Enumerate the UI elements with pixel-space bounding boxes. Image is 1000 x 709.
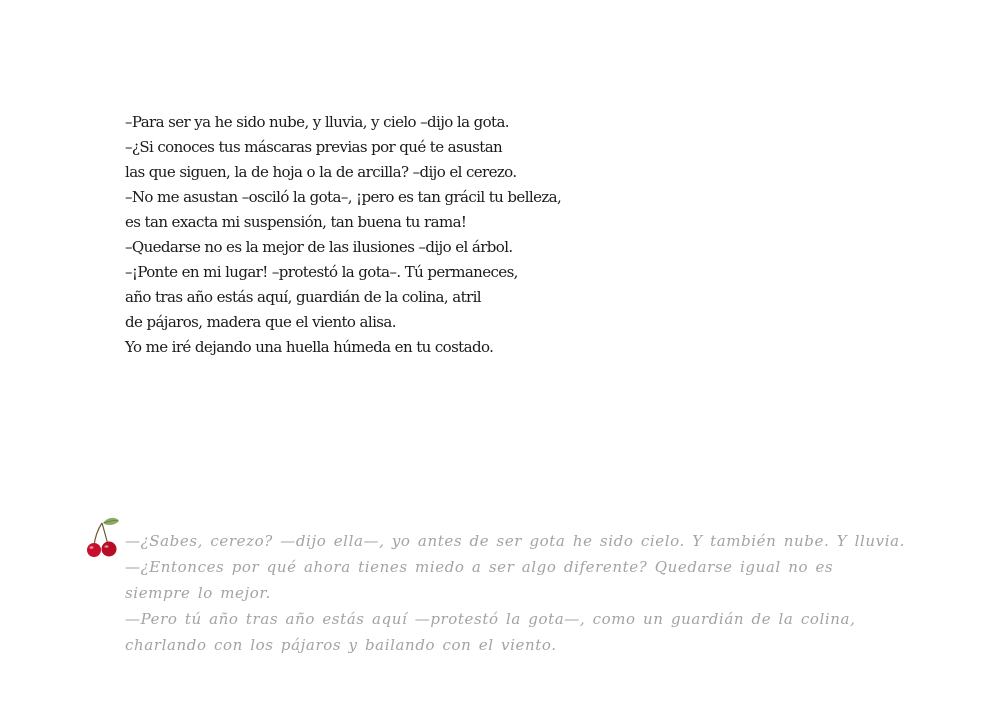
poem-line: las que siguen, la de hoja o la de arcilla? –dijo el cerezo. <box>125 163 517 181</box>
poem-line: –¡Ponte en mi lugar! –protestó la gota–. Tú permaneces, <box>125 263 518 281</box>
cherry-fruit <box>102 542 117 557</box>
cursive-line: —¿Sabes, cerezo? —dijo ella—, yo antes de ser gota he sido cielo. Y también nube. Y lluvia. <box>125 532 906 550</box>
cursive-line: —¿Entonces por qué ahora tienes miedo a ser algo diferente? Quedarse igual no es <box>125 558 834 576</box>
poem-line: –No me asustan –osciló la gota–, ¡pero es tan grácil tu belleza, <box>125 188 562 206</box>
poem-line: año tras año estás aquí, guardián de la colina, atril <box>125 288 481 306</box>
poem-line: de pájaros, madera que el viento alisa. <box>125 313 396 331</box>
cursive-line: siempre lo mejor. <box>125 584 271 602</box>
poem-text <box>125 110 685 360</box>
cherry-highlight <box>105 545 109 548</box>
poem-line: –Para ser ya he sido nube, y lluvia, y cielo –dijo la gota. <box>125 113 509 131</box>
poem-line: –¿Si conoces tus máscaras previas por qué te asustan <box>125 138 503 156</box>
poem-line: es tan exacta mi suspensión, tan buena tu rama! <box>125 213 467 231</box>
cherry-highlight <box>90 546 94 549</box>
cursive-line: —Pero tú año tras año estás aquí —protestó la gota—, como un guardián de la colina, <box>125 610 856 628</box>
cherry-fruit <box>87 543 101 557</box>
poem-line: Yo me iré dejando una huella húmeda en tu costado. <box>125 338 494 356</box>
cherry-icon <box>84 515 120 559</box>
cursive-line: charlando con los pájaros y bailando con el viento. <box>125 636 557 654</box>
poem-line: –Quedarse no es la mejor de las ilusiones –dijo el árbol. <box>125 238 513 256</box>
cursive-text <box>125 528 925 658</box>
cherry-stem <box>94 523 102 546</box>
cherry-stem <box>102 523 108 545</box>
